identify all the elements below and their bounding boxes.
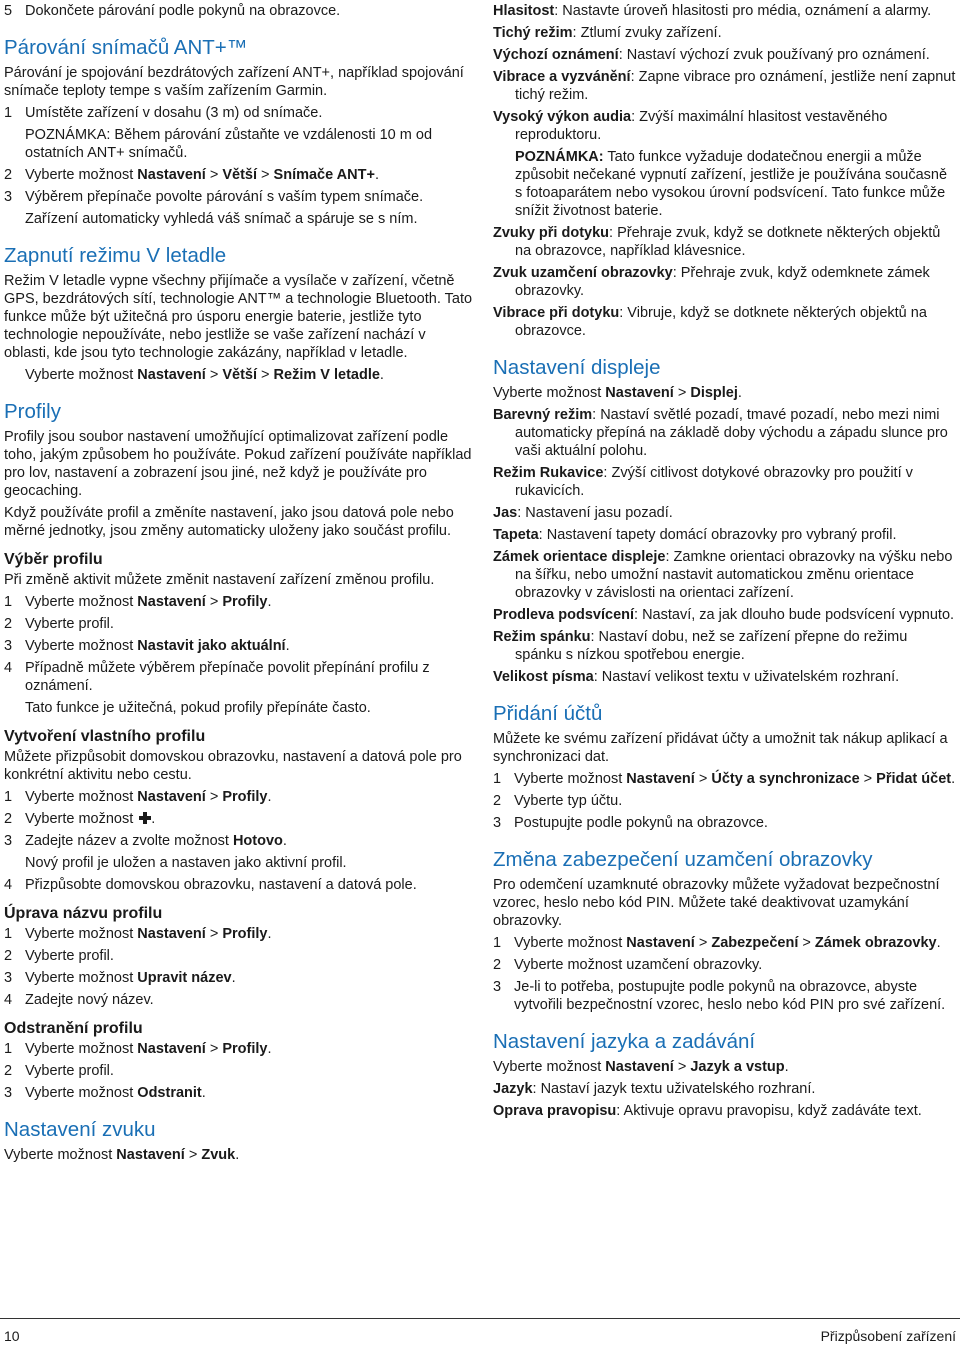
definition-text: : Nastaví, za jak dlouho bude podsvícení vypnuto. (634, 607, 955, 623)
profiles-paragraph-2: Když používáte profil a změníte nastavení, jako jsou datová pole nebo měrné jednotky, jsou změny automaticky uloženy jako součást profilu. (4, 505, 454, 539)
accounts-step-2: 2 Vyberte typ účtu. (493, 793, 623, 809)
definition-item (493, 548, 957, 602)
definition-term: Jazyk (493, 1081, 533, 1097)
accounts-step-1: 1 Vyberte možnost Nastavení > Účty a synchronizace > Přidat účet. (493, 771, 956, 787)
delete-step-2: 2 Vyberte profil. (4, 1063, 114, 1079)
step-5: 5 Dokončete párování podle pokynů na obrazovce. (4, 3, 341, 19)
create-profile-paragraph: Můžete přizpůsobit domovskou obrazovku, nastavení a datová pole pro konkrétní aktivitu nebo cestu. (4, 749, 462, 783)
select-step-4-note: Tato funkce je užitečná, pokud profily přepínáte často. (25, 700, 371, 716)
select-step-3: 3 Vyberte možnost Nastavit jako aktuální. (4, 638, 290, 654)
definition-text: : Ztlumí zvuky zařízení. (572, 25, 722, 41)
section-title: Přizpůsobení zařízení (820, 1328, 956, 1344)
language-definitions (493, 1080, 957, 1120)
footer-divider (0, 1318, 960, 1319)
create-step-3: 3 Zadejte název a zvolte možnost Hotovo. (4, 833, 287, 849)
definition-item (493, 504, 957, 522)
create-step-2: 2 Vyberte možnost . (4, 811, 156, 827)
definition-item (493, 464, 957, 500)
definition-text: : Nastaví dobu, než se zařízení přepne do režimu spánku s nízkou spotřebou energie. (515, 629, 908, 663)
select-step-1: 1 Vyberte možnost Nastavení > Profily. (4, 594, 272, 610)
ant-intro: Párování je spojování bezdrátových zařízení ANT+, například spojování snímače teploty tempe s vaším zařízením Garmin. (4, 65, 464, 99)
definition-item (493, 24, 957, 42)
heading-rename-profile: Úprava názvu profilu (4, 905, 163, 922)
create-step-4: 4 Přizpůsobte domovskou obrazovku, nastavení a datová pole. (4, 877, 417, 893)
heading-language-input: Nastavení jazyka a zadávání (493, 1030, 756, 1053)
definition-term: Tichý režim (493, 25, 573, 41)
definition-text: : Vibruje, když se dotknete některých objektů na obrazovce. (515, 305, 927, 339)
definition-item (493, 224, 957, 260)
definition-term: Tapeta (493, 527, 539, 543)
definition-term: Režim spánku (493, 629, 591, 645)
heading-select-profile: Výběr profilu (4, 551, 103, 568)
definition-term: Zvuk uzamčení obrazovky (493, 265, 673, 281)
right-column (493, 0, 957, 1124)
plus-icon (139, 812, 151, 824)
definition-term: Hlasitost (493, 3, 555, 19)
definition-item (493, 2, 957, 20)
definition-text: : Zapne vibrace pro oznámení, jestliže není zapnut tichý režim. (515, 69, 956, 103)
definition-item (493, 46, 957, 64)
definition-text: : Nastavení tapety domácí obrazovky pro vybraný profil. (538, 527, 897, 543)
rename-step-1: 1 Vyberte možnost Nastavení > Profily. (4, 926, 272, 942)
airplane-select: Vyberte možnost Nastavení > Větší > Režim V letadle. (25, 367, 384, 383)
definition-text: : Nastavení jasu pozadí. (517, 505, 673, 521)
sound-definitions (493, 2, 957, 144)
definition-term: Prodleva podsvícení (493, 607, 635, 623)
definition-item (493, 526, 957, 544)
definition-item (493, 108, 957, 144)
select-step-4: 4 Případně můžete výběrem přepínače povolit přepínání profilu z oznámení. (4, 660, 430, 694)
definition-item (493, 264, 957, 300)
heading-screen-lock: Změna zabezpečení uzamčení obrazovky (493, 848, 873, 871)
create-step-3-result: Nový profil je uložen a nastaven jako aktivní profil. (25, 855, 347, 871)
profiles-paragraph-1: Profily jsou soubor nastavení umožňující optimalizovat zařízení podle toho, jakým způsobem ho používáte. Pokud zařízení používáte například pro lov, nastavení a zobrazení jsou jiné, než když je používáte pro geocaching. (4, 429, 472, 499)
definition-item (493, 406, 957, 460)
rename-step-3: 3 Vyberte možnost Upravit název. (4, 970, 236, 986)
definition-text: : Nastaví výchozí zvuk používaný pro oznámení. (618, 47, 930, 63)
definition-item (493, 606, 957, 624)
definition-term: Jas (493, 505, 518, 521)
sound-select: Vyberte možnost Nastavení > Zvuk. (4, 1147, 240, 1163)
heading-profiles: Profily (4, 400, 61, 423)
ant-step-2: 2 Vyberte možnost Nastavení > Větší > Snímače ANT+. (4, 167, 379, 183)
lock-step-1: 1 Vyberte možnost Nastavení > Zabezpečení > Zámek obrazovky. (493, 935, 941, 951)
definition-text: : Zvýší citlivost dotykové obrazovky pro použití v rukavicích. (515, 465, 913, 499)
heading-add-accounts: Přidání účtů (493, 702, 603, 725)
page-number: 10 (4, 1328, 20, 1344)
heading-delete-profile: Odstranění profilu (4, 1020, 143, 1037)
sound-definitions-2 (493, 224, 957, 340)
definition-text: : Aktivuje opravu pravopisu, když zadáváte text. (616, 1103, 922, 1119)
definition-term: Zámek orientace displeje (493, 549, 666, 565)
definition-text: : Nastaví jazyk textu uživatelského rozhraní. (532, 1081, 816, 1097)
definition-text: : Zvýší maximální hlasitost vestavěného reproduktoru. (515, 109, 888, 143)
definition-text: : Nastaví velikost textu v uživatelském rozhraní. (593, 669, 900, 685)
heading-ant-pairing: Párování snímačů ANT+™ (4, 36, 248, 59)
definition-text: : Nastaví světlé pozadí, tmavé pozadí, nebo mezi nimi automaticky přepíná na základě doby východu a západu slunce pro vaši aktuální polohu. (515, 407, 948, 459)
lock-step-3: 3 Je-li to potřeba, postupujte podle pokynů na obrazovce, abyste vytvořili bezpečnostní vzorec, heslo nebo kód PIN pro své zařízení. (493, 979, 946, 1013)
definition-item (493, 1080, 957, 1098)
definition-term: Vibrace a vyzvánění (493, 69, 631, 85)
definition-text: : Nastavte úroveň hlasitosti pro média, oznámení a alarmy. (554, 3, 932, 19)
definition-term: Velikost písma (493, 669, 594, 685)
rename-step-2: 2 Vyberte profil. (4, 948, 114, 964)
accounts-paragraph: Můžete ke svému zařízení přidávat účty a umožnit tak nákup aplikací a synchronizaci dat. (493, 731, 948, 765)
definition-text: : Přehraje zvuk, když se dotknete některých objektů na obrazovce, například klávesnice. (515, 225, 941, 259)
heading-display-settings: Nastavení displeje (493, 356, 661, 379)
definition-term: Oprava pravopisu (493, 1103, 617, 1119)
definition-term: Výchozí oznámení (493, 47, 619, 63)
ant-step-3-result: Zařízení automaticky vyhledá váš snímač a spáruje se s ním. (25, 211, 418, 227)
language-select: Vyberte možnost Nastavení > Jazyk a vstup. (493, 1059, 789, 1075)
create-step-1: 1 Vyberte možnost Nastavení > Profily. (4, 789, 272, 805)
airplane-paragraph: Režim V letadle vypne všechny přijímače a vysílače v zařízení, včetně GPS, bezdrátových sítí, technologie ANT™ a technologie Bluetooth. Tato funkce může být užitečná pro úsporu energie baterie, jestliže tyto technologie nepoužíváte, nebo jestliže se vaše zařízení nachází v oblasti, kde jsou tyto technologie zakázány, například v letadle. (4, 273, 473, 361)
definition-item (493, 68, 957, 104)
definition-item (493, 304, 957, 340)
select-step-2: 2 Vyberte profil. (4, 616, 114, 632)
ant-step-1: 1 Umístěte zařízení v dosahu (3 m) od snímače. (4, 105, 323, 121)
heading-sound-settings: Nastavení zvuku (4, 1118, 156, 1141)
definition-term: Zvuky při dotyku (493, 225, 610, 241)
sound-note: POZNÁMKA: Tato funkce vyžaduje dodatečnou energii a může způsobit nečekané vypnutí zařízení, jestliže je používána současně s fotoaparátem nebo vysokou úrovní podsvícení. Tato funkce může snížit životnost baterie. (515, 149, 948, 219)
display-select: Vyberte možnost Nastavení > Displej. (493, 385, 742, 401)
heading-airplane-mode: Zapnutí režimu V letadle (4, 244, 227, 267)
select-profile-paragraph: Při změně aktivit můžete změnit nastavení zařízení změnou profilu. (4, 572, 435, 588)
definition-term: Vysoký výkon audia (493, 109, 632, 125)
definition-term: Režim Rukavice (493, 465, 604, 481)
definition-term: Barevný režim (493, 407, 593, 423)
ant-note: POZNÁMKA: Během párování zůstaňte ve vzdálenosti 10 m od ostatních ANT+ snímačů. (25, 127, 433, 161)
definition-item (493, 668, 957, 686)
left-column (4, 0, 474, 1168)
delete-step-3: 3 Vyberte možnost Odstranit. (4, 1085, 206, 1101)
definition-item (493, 628, 957, 664)
ant-step-3: 3 Výběrem přepínače povolte párování s vaším typem snímače. (4, 189, 424, 205)
screen-lock-paragraph: Pro odemčení uzamknuté obrazovky můžete vyžadovat bezpečnostní vzorec, heslo nebo kód PIN. Můžete také deaktivovat uzamykání obrazovky. (493, 877, 940, 929)
lock-step-2: 2 Vyberte možnost uzamčení obrazovky. (493, 957, 763, 973)
delete-step-1: 1 Vyberte možnost Nastavení > Profily. (4, 1041, 272, 1057)
rename-step-4: 4 Zadejte nový název. (4, 992, 154, 1008)
definition-item (493, 1102, 957, 1120)
heading-create-profile: Vytvoření vlastního profilu (4, 728, 206, 745)
definition-text: : Zamkne orientaci obrazovky na výšku nebo na šířku, nebo umožní nastavit automatickou změnu orientace obrazovky v závislosti na orientaci zařízení. (515, 549, 953, 601)
display-definitions (493, 406, 957, 686)
definition-term: Vibrace při dotyku (493, 305, 620, 321)
accounts-step-3: 3 Postupujte podle pokynů na obrazovce. (493, 815, 768, 831)
definition-text: : Přehraje zvuk, když odemknete zámek obrazovky. (515, 265, 930, 299)
